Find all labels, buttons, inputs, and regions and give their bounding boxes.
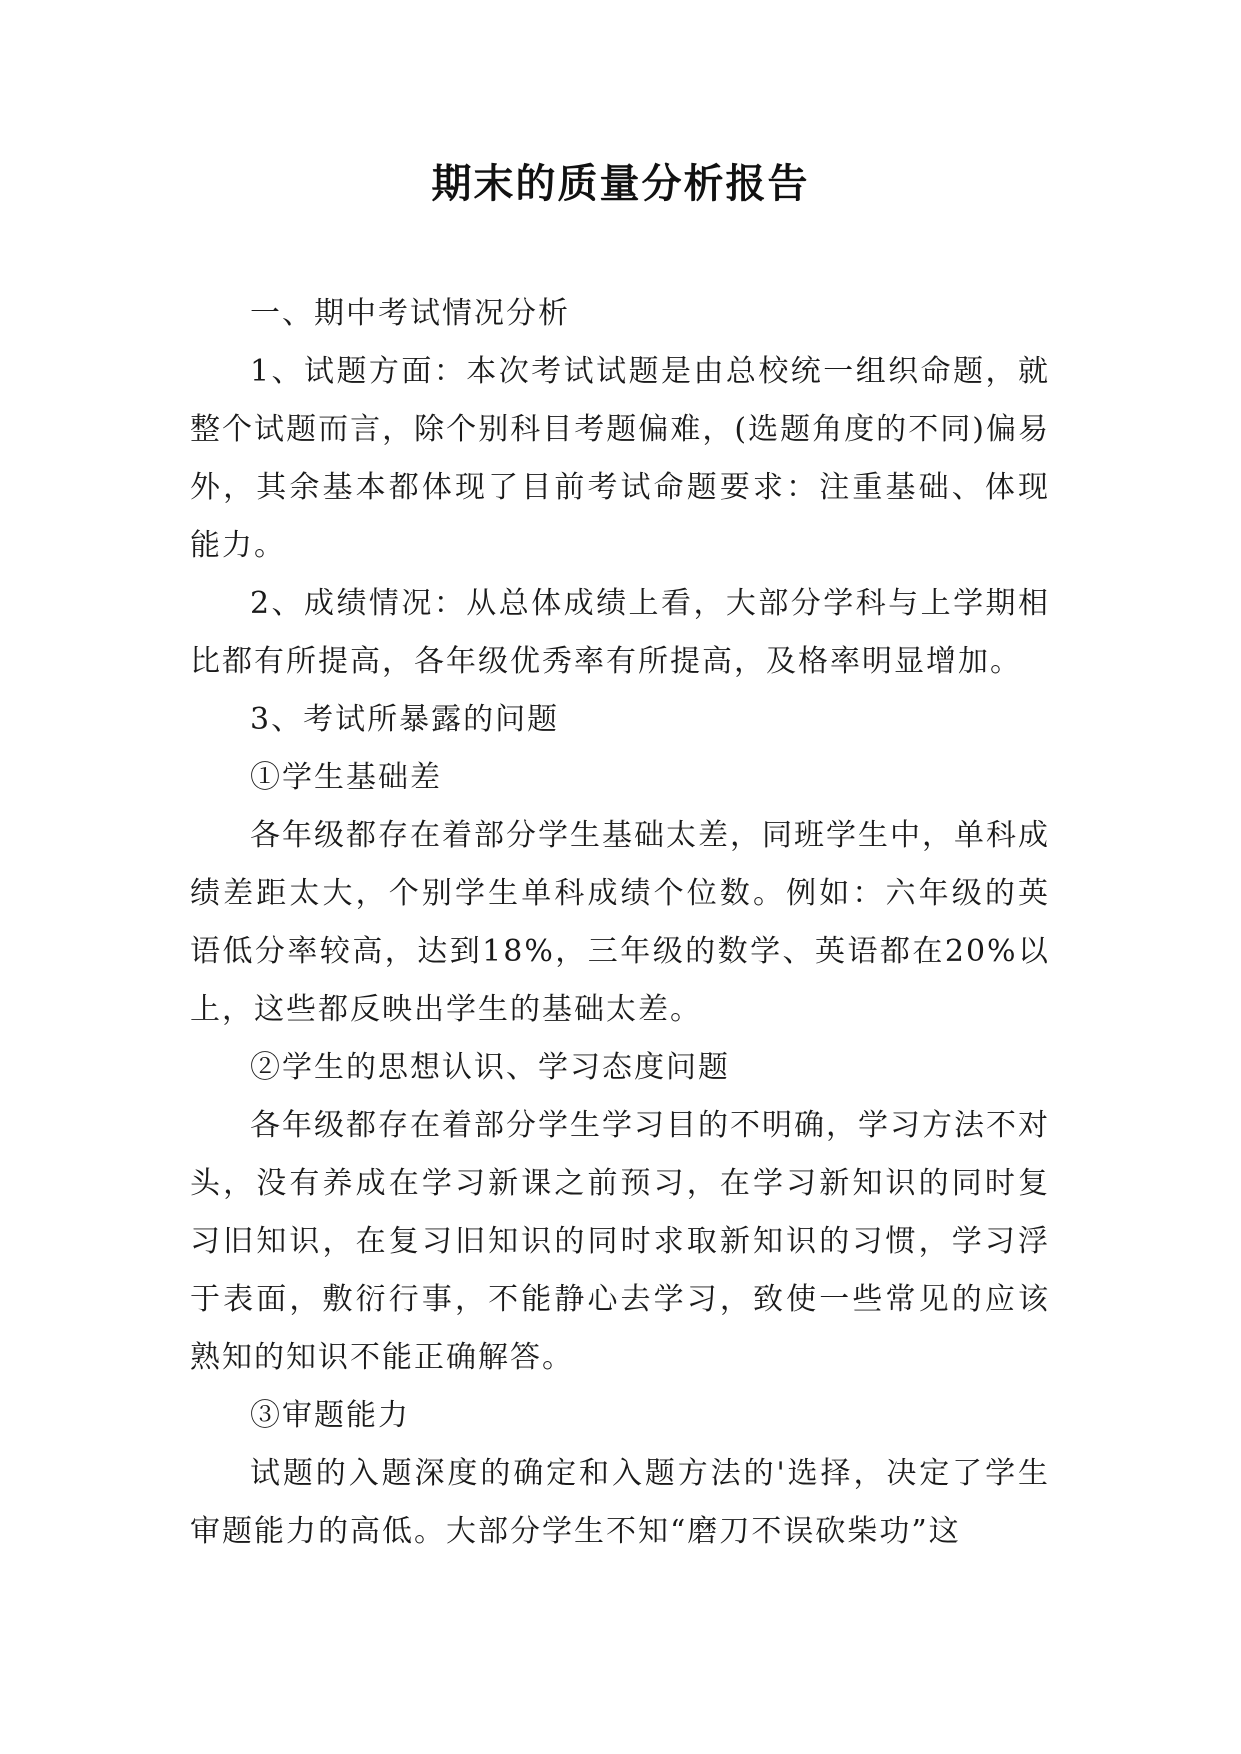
subheading-exposed-problems: 3、考试所暴露的问题 [250, 702, 560, 737]
paragraph-test-questions: 1、试题方面：本次考试试题是由总校统一组织命题，就整个试题而言，除个别科目考题偏难，(选题角度的不同)偏易外，其余基本都体现了目前考试命题要求：注重基础、体现能力。 [190, 354, 1050, 563]
paragraph-reading-ability: 试题的入题深度的确定和入题方法的'选择，决定了学生审题能力的高低。大部分学生不知“磨刀不误砍柴功”这 [190, 1456, 1050, 1549]
subheading-weak-foundation: ①学生基础差 [250, 760, 442, 795]
document-body [190, 285, 1050, 1561]
paragraph-weak-foundation: 各年级都存在着部分学生基础太差，同班学生中，单科成绩差距太大，个别学生单科成绩个位数。例如：六年级的英语低分率较高，达到18%，三年级的数学、英语都在20%以上，这些都反映出学生的基础太差。 [190, 818, 1050, 1027]
subheading-reading-ability: ③审题能力 [250, 1398, 410, 1433]
paragraph-attitude: 各年级都存在着部分学生学习目的不明确，学习方法不对头，没有养成在学习新课之前预习，在学习新知识的同时复习旧知识，在复习旧知识的同时求取新知识的习惯，学习浮于表面，敷衍行事，不能静心去学习，致使一些常见的应该熟知的知识不能正确解答。 [190, 1108, 1050, 1375]
paragraph-score-situation: 2、成绩情况：从总体成绩上看，大部分学科与上学期相比都有所提高，各年级优秀率有所提高，及格率明显增加。 [190, 586, 1050, 679]
section-heading-exam-analysis: 一、期中考试情况分析 [250, 296, 570, 331]
subheading-attitude: ②学生的思想认识、学习态度问题 [250, 1050, 730, 1085]
document-title: 期末的质量分析报告 [431, 161, 810, 207]
